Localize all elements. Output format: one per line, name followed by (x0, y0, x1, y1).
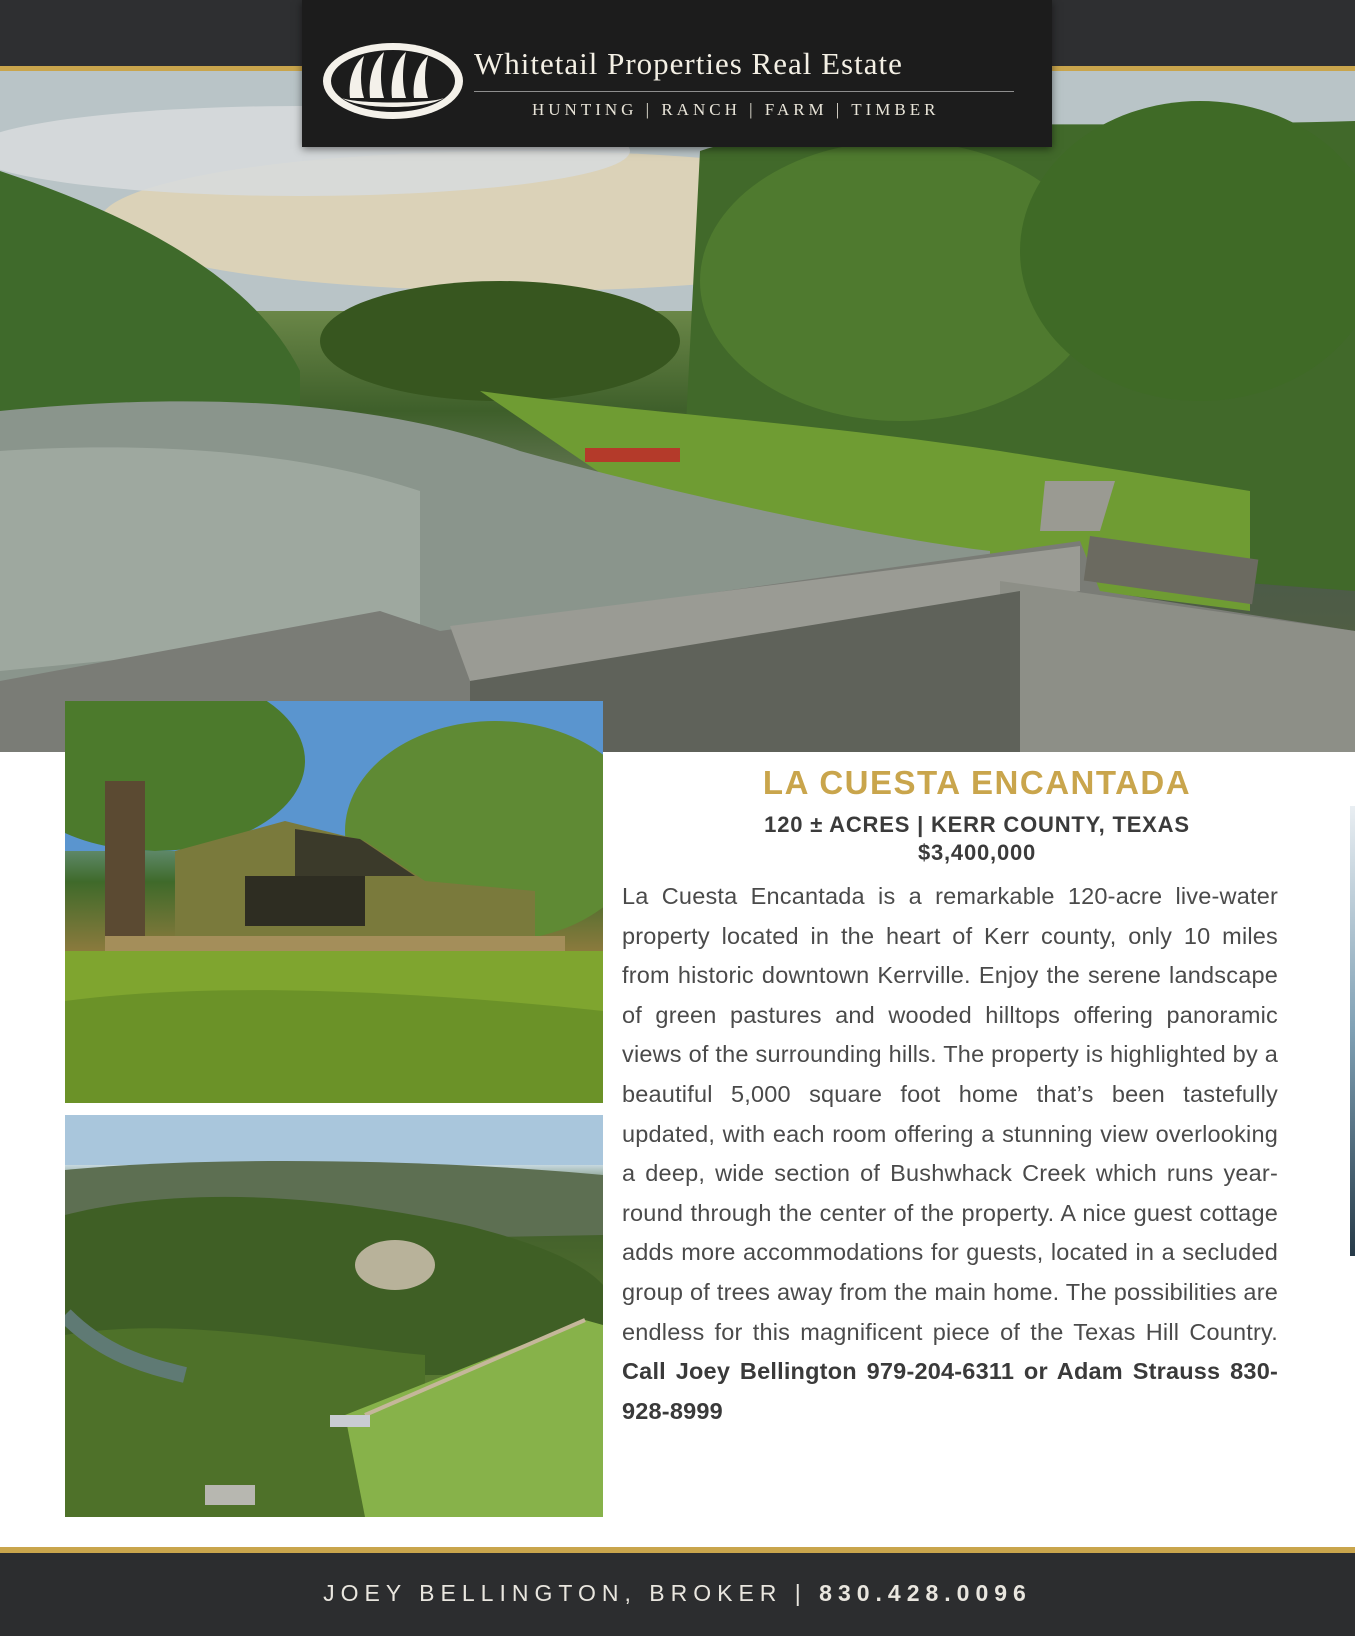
brand-divider (474, 91, 1014, 92)
listing-acreage-location: 120 ± ACRES | KERR COUNTY, TEXAS (764, 812, 1190, 837)
broker-phone: 830.428.0096 (819, 1580, 1032, 1606)
aerial-property-photo (65, 1115, 603, 1517)
listing-price: $3,400,000 (917, 840, 1037, 865)
brand-tagline: HUNTING | RANCH | FARM | TIMBER (532, 100, 940, 119)
brand-header (302, 0, 1052, 147)
listing-title: LA CUESTA ENCANTADA (762, 764, 1192, 801)
antler-logo-icon (320, 40, 466, 127)
home-exterior-photo (65, 701, 603, 1103)
contact-info: Call Joey Bellington 979-204-6311 or Adam Strauss 830-928-8999 (622, 1358, 1278, 1424)
listing-description (622, 877, 1278, 1431)
adjacent-page-edge (1350, 806, 1355, 1256)
footer-broker-line (0, 1580, 1355, 1607)
broker-name: JOEY BELLINGTON, BROKER | (323, 1580, 820, 1606)
footer-band (0, 1553, 1355, 1636)
hero-photo-creek-dam (0, 71, 1355, 752)
description-text: La Cuesta Encantada is a remarkable 120-acre live-water property located in the heart of Kerr county, only 10 miles from historic downtown Kerrville. Enjoy the serene landscape of green pastures and wooded hilltops offering panoramic views of the surrounding hills. The property is highlighted by a beautiful 5,000 square foot home that’s been tastefully updated, with each room offering a stunning view overlooking a deep, wide section of Bushwhack Creek which runs year-round through the center of the property. A nice guest cottage adds more accommodations for guests, located in a secluded group of trees away from the main home. The possibilities are endless for this magnificent piece of the Texas Hill Country. (622, 883, 1278, 1345)
brand-name: Whitetail Properties Real Estate (474, 46, 903, 81)
